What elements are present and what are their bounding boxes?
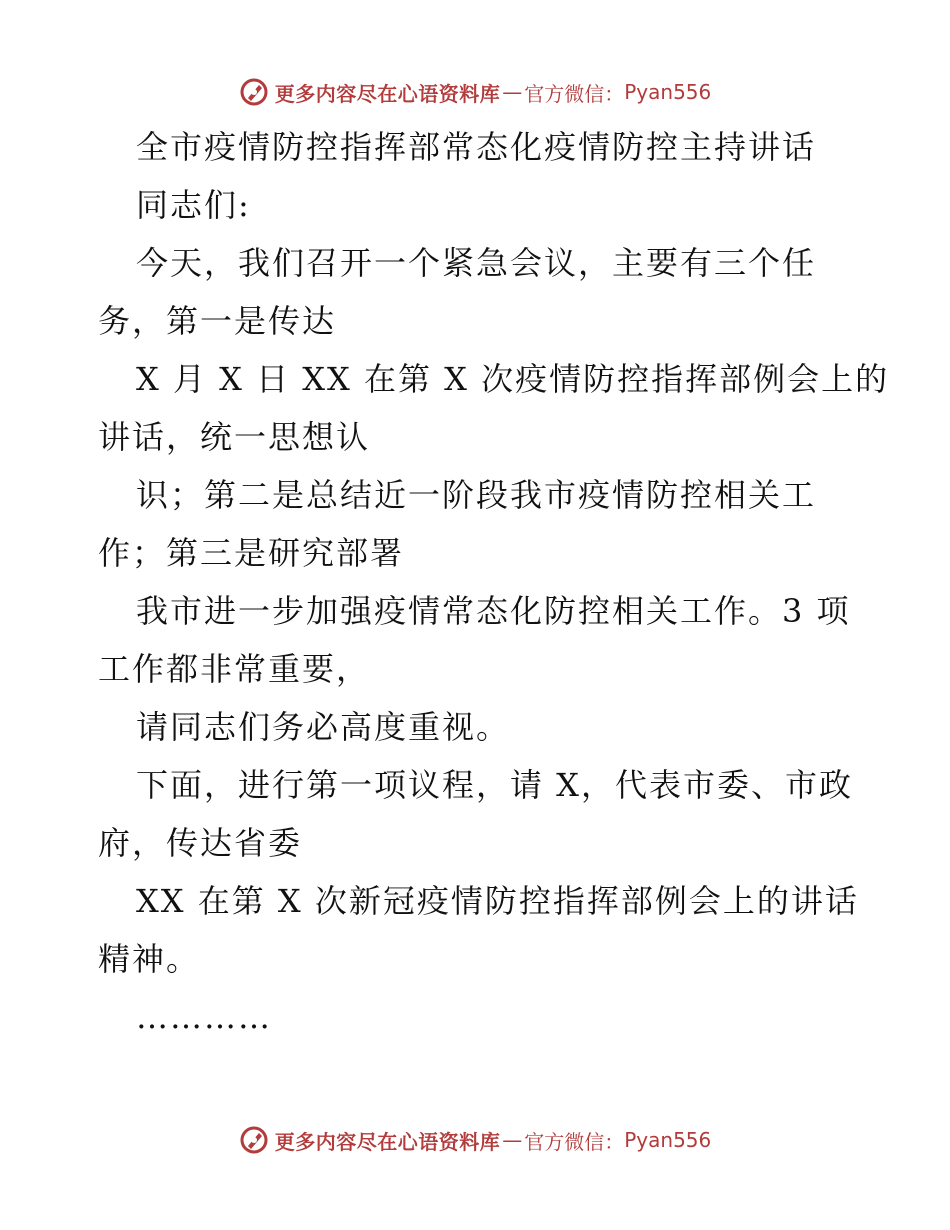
body-line: 今天，我们召开一个紧急会议，主要有三个任 <box>136 244 817 282</box>
watermark-text: 更多内容尽在心语资料库 <box>274 1129 501 1154</box>
body-line: 讲话，统一思想认 <box>98 418 371 456</box>
watermark-banner-top <box>0 72 950 112</box>
salutation: 同志们: <box>136 186 251 224</box>
body-line: 府，传达省委 <box>98 824 303 862</box>
body-line: 下面，进行第一项议程，请 X，代表市委、市政 <box>136 766 853 804</box>
watermark-banner-bottom <box>0 1120 950 1160</box>
body-line: 识；第二是总结近一阶段我市疫情防控相关工 <box>136 476 817 514</box>
body-line: 作；第三是研究部署 <box>98 534 405 572</box>
watermark-wechat-label: 官方微信： <box>524 81 625 106</box>
body-line: 务，第一是传达 <box>98 302 337 340</box>
ellipsis-line: ………… <box>136 998 272 1036</box>
watermark-separator: — <box>502 80 523 104</box>
watermark-wechat-id: Pyan556 <box>624 1128 712 1152</box>
body-line: 精神。 <box>98 940 201 978</box>
document-title: 全市疫情防控指挥部常态化疫情防控主持讲话 <box>136 128 817 166</box>
pen-logo-icon <box>239 77 269 107</box>
body-line: 工作都非常重要， <box>98 650 371 688</box>
watermark-wechat-id: Pyan556 <box>624 80 712 104</box>
body-line: 请同志们务必高度重视。 <box>136 708 511 746</box>
watermark-wechat-label: 官方微信： <box>524 1129 625 1154</box>
body-line: X 月 X 日 XX 在第 X 次疫情防控指挥部例会上的 <box>136 360 890 398</box>
document-body <box>98 118 890 1046</box>
body-line: XX 在第 X 次新冠疫情防控指挥部例会上的讲话 <box>136 882 859 920</box>
watermark-text: 更多内容尽在心语资料库 <box>274 81 501 106</box>
pen-logo-icon <box>239 1125 269 1155</box>
watermark-separator: — <box>502 1128 523 1152</box>
body-line: 我市进一步加强疫情常态化防控相关工作。3 项 <box>136 592 851 630</box>
